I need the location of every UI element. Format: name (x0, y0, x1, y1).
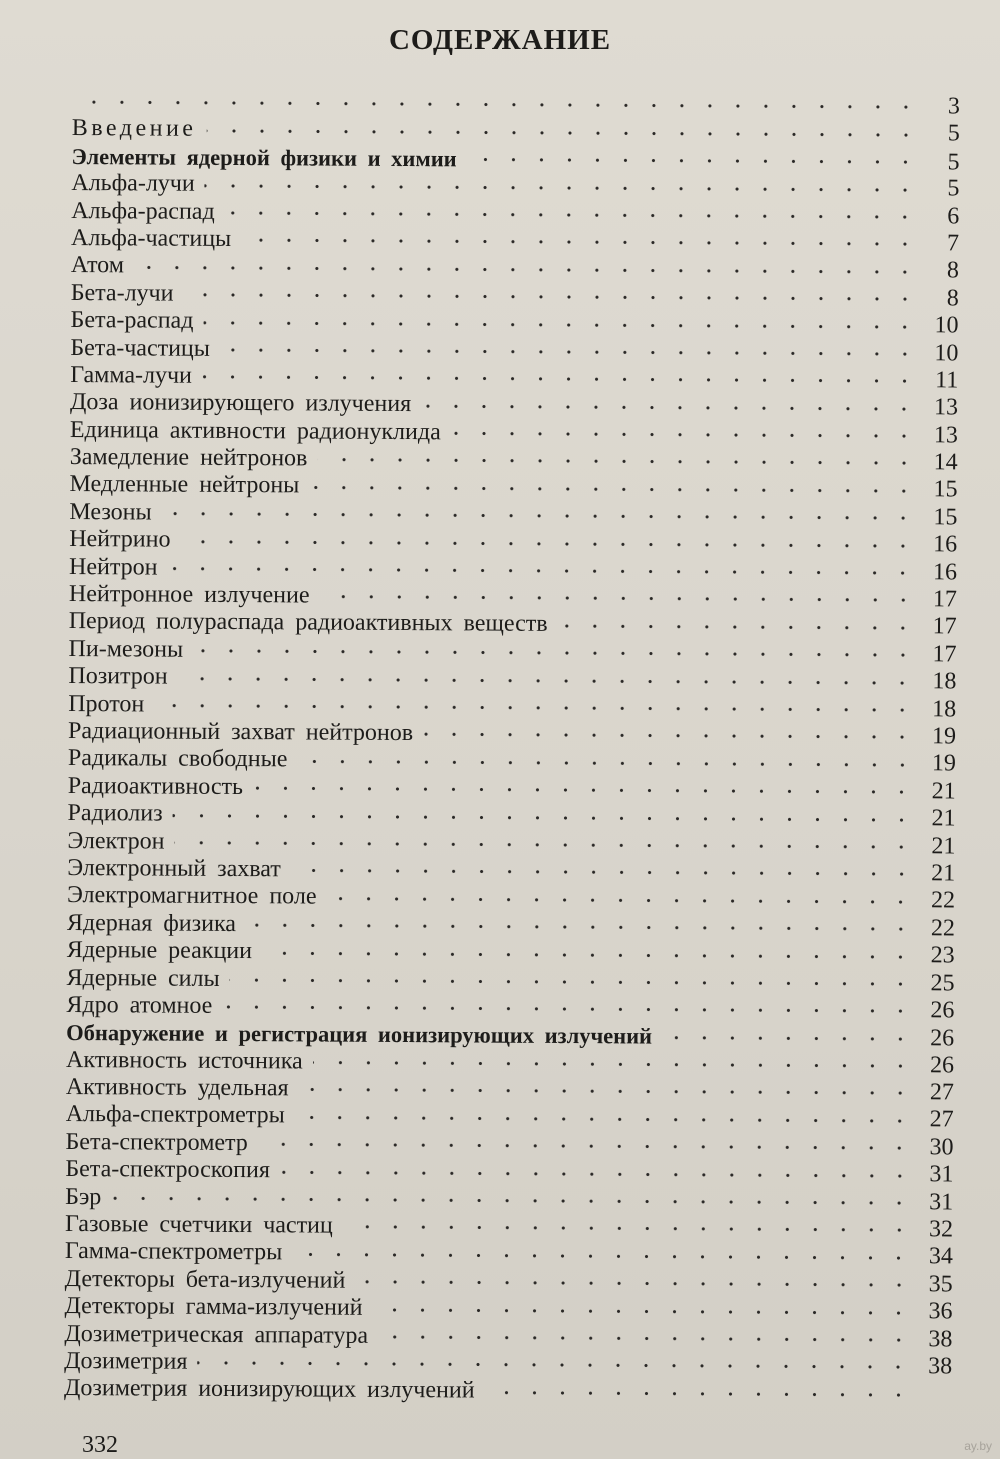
dot-leader (193, 645, 916, 661)
toc-entry-label: Гамма-лучи (70, 361, 193, 389)
toc-entry-label: Ядерная физика (66, 909, 237, 937)
toc-entry-page: 31 (929, 1188, 954, 1216)
dot-leader (220, 344, 919, 360)
page-number: 332 (82, 1432, 118, 1458)
toc-entry-label: Радиационный захват нейтронов (67, 717, 414, 747)
toc-entry-label: Радиолиз (67, 800, 163, 827)
toc-entry-page: 36 (928, 1298, 953, 1325)
toc-entry-page: 7 (946, 230, 960, 257)
dot-leader (326, 892, 915, 908)
toc-entry-page: 34 (928, 1243, 953, 1270)
dot-leader (205, 179, 920, 195)
dot-leader (317, 454, 917, 470)
dot-leader (558, 620, 917, 634)
dot-leader (197, 1357, 912, 1373)
dot-leader (225, 207, 920, 223)
toc-entry-label: Дозиметрия (64, 1347, 188, 1375)
toc-entry-label: Альфа-распад (71, 197, 215, 225)
dot-leader (297, 755, 916, 771)
dot-leader (241, 234, 919, 250)
toc-entry-label: Пи-мезоны (68, 635, 184, 663)
dot-leader (178, 672, 917, 689)
dot-leader (202, 371, 918, 387)
toc-entry-label: Ядро атомное (66, 991, 213, 1019)
dot-leader (280, 1166, 913, 1182)
toc-entry-label: Замедление нейтронов (69, 444, 308, 472)
toc-entry (69, 471, 957, 504)
toc-entry-page: 26 (930, 1025, 955, 1052)
page-title: СОДЕРЖАНИЕ (388, 24, 612, 56)
dot-leader (253, 782, 916, 798)
toc-entry-page: 21 (931, 805, 956, 832)
toc-entry-label: Активность источника (65, 1046, 303, 1075)
toc-entry-label: Радикалы свободные (67, 745, 288, 773)
toc-entry-page: 27 (929, 1106, 954, 1133)
toc-entry-page: 19 (931, 750, 956, 777)
dot-leader (246, 919, 915, 935)
toc-entry-label: Газовые счетчики частиц (64, 1210, 333, 1239)
toc-entry-page: 11 (935, 367, 959, 394)
dot-leader (262, 947, 915, 963)
toc-entry-page: 32 (928, 1216, 954, 1243)
dot-leader (111, 1192, 913, 1209)
toc-entry (69, 608, 957, 641)
toc-entry-page: 8 (946, 257, 959, 284)
toc-entry-label: Элементы ядерной физики и химии (71, 143, 457, 172)
toc-entry-page: 25 (930, 969, 955, 996)
dot-leader (343, 1221, 913, 1236)
dot-leader (451, 427, 918, 442)
toc-entry (68, 773, 956, 806)
toc-entry-page: 16 (933, 531, 958, 558)
toc-entry-label: Протон (68, 690, 145, 718)
dot-leader (230, 974, 915, 990)
toc-entry-page: 5 (947, 175, 960, 202)
toc-entry-label: Гамма-спектрометры (64, 1238, 283, 1266)
dot-leader (82, 96, 920, 113)
dot-leader (291, 865, 915, 881)
toc-entry-page: 18 (932, 695, 957, 723)
dot-leader (421, 400, 918, 415)
toc-entry-label: Радиоактивность (67, 772, 244, 800)
toc-entry-label: Медленные нейтроны (69, 471, 300, 499)
dot-leader (355, 1276, 912, 1291)
toc-entry-page: 27 (929, 1079, 954, 1106)
dot-leader (485, 1386, 913, 1401)
toc-entry-label: Доза ионизирующего излучения (70, 389, 412, 418)
toc-entry-label: Детекторы бета-излучений (64, 1265, 346, 1294)
toc-entry-page: 21 (931, 860, 956, 887)
dot-leader (467, 154, 920, 169)
toc-entry-label: Атом (70, 252, 125, 279)
table-of-contents (64, 88, 960, 1408)
toc-entry-page: 21 (931, 832, 956, 859)
toc-entry-page: 16 (932, 558, 958, 586)
toc-entry-page: 3 (947, 93, 960, 120)
toc-entry-page: 21 (931, 778, 956, 805)
toc-entry-label: Мезоны (69, 498, 152, 526)
dot-leader (174, 837, 915, 854)
dot-leader (206, 125, 919, 141)
toc-entry-label: Электронный захват (67, 854, 281, 883)
toc-entry-page: 8 (946, 285, 959, 312)
toc-entry-page: 22 (930, 914, 955, 942)
toc-entry-label: Обнаружение и регистрация ионизирующих излучений (66, 1020, 653, 1049)
toc-entry-label: Нейтрино (69, 526, 171, 553)
toc-entry-page: 10 (934, 339, 959, 366)
toc-entry-label: Бета-спектроскопия (65, 1156, 271, 1184)
dot-leader (154, 699, 916, 716)
toc-entry-page: 26 (930, 997, 955, 1024)
toc-entry-label: Период полураспада радиоактивных веществ (68, 608, 548, 638)
toc-entry-page: 17 (932, 613, 957, 640)
toc-entry-page: 18 (932, 668, 957, 695)
toc-entry-label: Нейтронное излучение (68, 581, 310, 609)
toc-entry-page: 10 (934, 312, 959, 339)
dot-leader (378, 1331, 912, 1346)
toc-entry-label: Единица активности радионуклида (69, 416, 441, 445)
toc-entry-label: Бета-лучи (70, 279, 174, 307)
dot-leader (167, 563, 917, 580)
toc-entry-label: Бета-распад (70, 307, 194, 334)
dot-leader (373, 1303, 913, 1318)
toc-entry-page: 35 (928, 1271, 953, 1298)
toc-entry-page: 5 (947, 120, 960, 147)
toc-entry-label: Альфа-спектрометры (65, 1101, 285, 1129)
dot-leader (134, 261, 919, 278)
toc-entry-page: 13 (933, 421, 958, 449)
toc-entry (64, 1375, 952, 1408)
toc-entry-label: Ядерные силы (66, 964, 220, 992)
toc-entry-page: 17 (932, 641, 957, 668)
toc-entry-page: 13 (933, 394, 959, 421)
toc-entry-label: Ядерные реакции (66, 937, 253, 965)
toc-entry-label: Электромагнитное поле (66, 882, 317, 910)
toc-entry-page: 17 (932, 586, 957, 613)
watermark-text: ay.by (964, 1439, 992, 1453)
toc-entry-page: 30 (929, 1134, 954, 1161)
toc-entry-page: 15 (933, 504, 958, 531)
dot-leader (180, 535, 917, 552)
toc-entry-page: 31 (929, 1161, 954, 1188)
toc-entry-page: 38 (928, 1353, 953, 1380)
toc-entry-page: 26 (929, 1051, 955, 1079)
dot-leader (299, 1084, 914, 1100)
toc-entry-page: 14 (933, 449, 958, 476)
toc-entry-page: 23 (930, 942, 955, 969)
toc-entry-label: Детекторы гамма-излучений (64, 1293, 363, 1321)
toc-entry-page: 38 (928, 1325, 953, 1352)
dot-leader (313, 1057, 914, 1073)
dot-leader (309, 481, 917, 497)
dot-leader (183, 289, 918, 305)
toc-entry-label: Нейтрон (68, 553, 158, 581)
toc-entry-label: Позитрон (68, 663, 168, 690)
toc-entry (71, 225, 959, 258)
toc-entry-page: 22 (930, 887, 956, 914)
toc-entry (70, 335, 958, 368)
dot-leader (222, 1001, 914, 1017)
toc-entry-label: Альфа-частицы (71, 224, 232, 252)
toc-entry-label: Бета-спектрометр (65, 1128, 248, 1156)
dot-leader (662, 1031, 914, 1045)
toc-entry-label: Активность удельная (65, 1074, 289, 1102)
dot-leader (162, 508, 918, 525)
toc-entry-label: Альфа-лучи (71, 170, 195, 197)
toc-entry-label: Введение (71, 115, 197, 143)
dot-leader (423, 729, 916, 744)
toc-entry-label: Дозиметрическая аппаратура (64, 1320, 369, 1349)
toc-entry-label: Бета-частицы (70, 334, 211, 362)
dot-leader (295, 1111, 914, 1127)
toc-entry-label: Дозиметрия ионизирующих излучений (63, 1375, 475, 1404)
toc-entry-page: 19 (931, 723, 957, 750)
toc-entry-page: 6 (947, 202, 960, 229)
toc-entry-page: 5 (947, 149, 960, 176)
toc-entry-label: Бэр (65, 1183, 102, 1210)
dot-leader (258, 1138, 914, 1154)
dot-leader (292, 1248, 913, 1264)
toc-entry (65, 1156, 953, 1189)
toc-entry-label: Электрон (67, 827, 165, 855)
toc-entry-page: 15 (933, 476, 958, 503)
dot-leader (319, 591, 916, 607)
dot-leader (203, 316, 918, 332)
dot-leader (173, 809, 916, 826)
toc-entry (64, 1321, 952, 1354)
